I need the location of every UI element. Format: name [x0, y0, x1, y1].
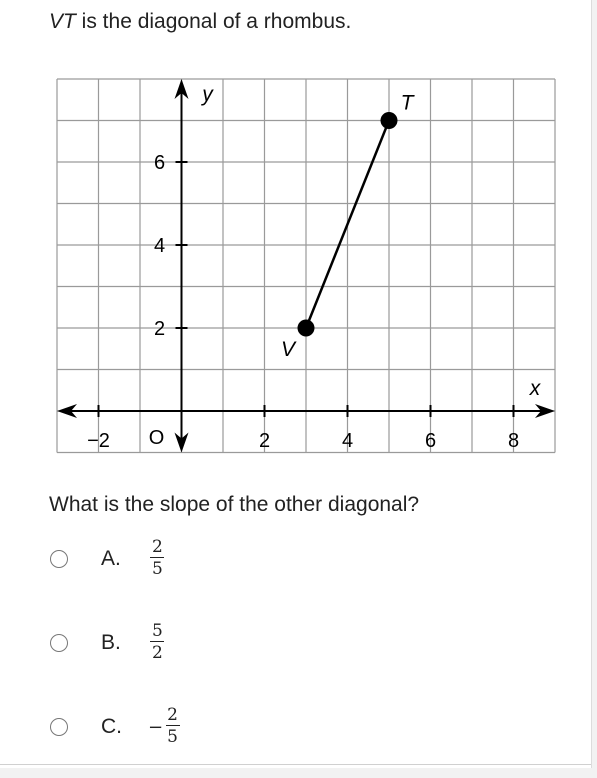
x-tick-label: 2 — [258, 430, 271, 452]
choice-c-letter: C. — [101, 715, 122, 738]
x-axis-label: x — [529, 377, 541, 400]
y-tick-label: 4 — [153, 235, 166, 257]
x-tick-label: 8 — [507, 430, 520, 452]
radio-a[interactable] — [50, 550, 68, 568]
choice-a[interactable] — [50, 537, 450, 610]
point-label-v: V — [280, 338, 296, 361]
x-tick-label: 6 — [424, 430, 437, 452]
choice-a-denominator: 5 — [152, 559, 163, 580]
choice-a-letter: A. — [101, 547, 121, 570]
choice-b-numerator: 5 — [152, 621, 163, 641]
radio-b[interactable] — [50, 634, 68, 652]
choice-c-denominator: 5 — [167, 727, 178, 748]
segment-name: VT — [49, 10, 76, 33]
radio-c[interactable] — [50, 718, 68, 736]
choice-c-numerator: 2 — [167, 705, 178, 725]
point-label-t: T — [400, 91, 414, 115]
y-tick-label: 6 — [153, 152, 166, 174]
choice-c[interactable] — [50, 705, 450, 778]
choice-c-fraction — [148, 705, 180, 748]
choice-a-fraction — [148, 537, 165, 580]
choice-b-fraction — [148, 621, 165, 664]
origin-label: O — [148, 427, 165, 449]
choice-b[interactable] — [50, 621, 450, 694]
choice-b-letter: B. — [101, 631, 121, 654]
question-text: What is the slope of the other diagonal? — [49, 493, 420, 516]
point-t — [381, 112, 398, 129]
x-tick-label: −2 — [87, 430, 110, 452]
choice-c-sign: − — [148, 717, 164, 739]
choice-b-denominator: 2 — [152, 643, 163, 664]
y-tick-label: 2 — [153, 318, 166, 340]
x-tick-label: 4 — [341, 430, 354, 452]
prompt-rest: is the diagonal of a rhombus. — [75, 10, 352, 33]
point-v — [298, 320, 315, 337]
y-axis-label: y — [202, 83, 213, 106]
choice-a-numerator: 2 — [152, 537, 163, 557]
bottom-divider — [0, 764, 591, 765]
